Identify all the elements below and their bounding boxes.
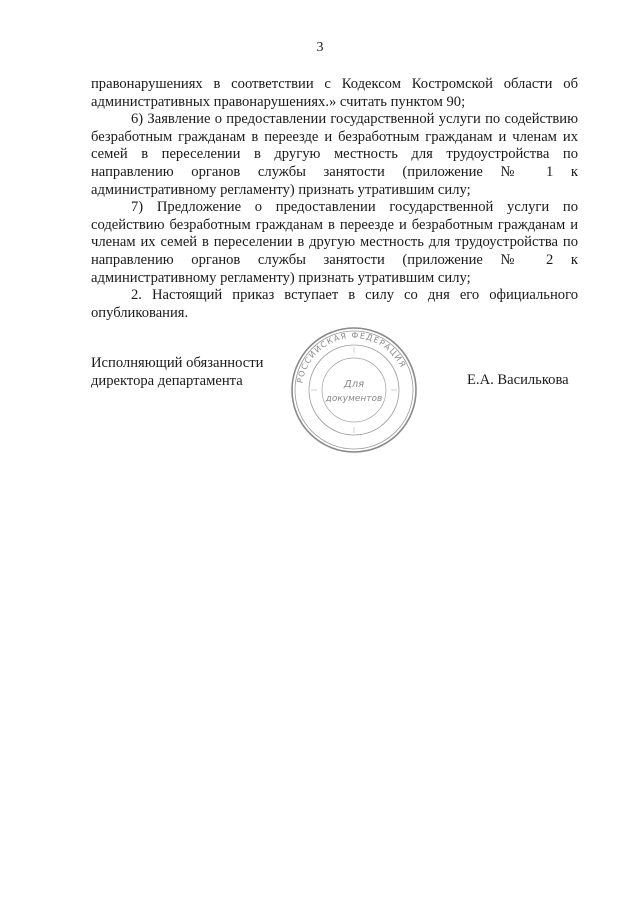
signatory-position-line1: Исполняющий обязанности xyxy=(91,355,264,371)
paragraph-effective-date: 2. Настоящий приказ вступает в силу со дня его официального опубликования. xyxy=(91,287,578,321)
seal-outer-text: РОССИЙСКАЯ ФЕДЕРАЦИЯ xyxy=(295,330,408,384)
svg-text:РОССИЙСКАЯ ФЕДЕРАЦИЯ xyxy=(295,331,407,384)
paragraph-item-6: 6) Заявление о предоставлении государственной услуги по содействию безработным гражданам в переезде и безработным гражданам и членам их семей в переселении в другую местность для трудоустройства по направлению органов службы занятости (приложение № 1 к административному регламенту) признать утратившим силу; xyxy=(91,111,578,198)
page-number: 3 xyxy=(316,40,324,55)
document-body xyxy=(91,76,578,322)
paragraph-item-7: 7) Предложение о предоставлении государственной услуги по содействию безработным гражданам в переезде и безработным гражданам и членам их семей в переселении в другую местность для трудоустройства по направлению органов службы занятости (приложение № 2 к административному регламенту) признать утратившим силу; xyxy=(91,199,578,286)
seal-graphic xyxy=(289,325,419,455)
signatory-position-line2: директора департамента xyxy=(91,373,243,389)
signatory-position xyxy=(91,354,263,390)
seal-center-line1: Для xyxy=(343,379,365,390)
official-seal-stamp xyxy=(289,325,419,455)
seal-center-line2: документов xyxy=(325,394,383,404)
signatory-name: Е.А. Василькова xyxy=(467,372,569,388)
paragraph-continuation: правонарушениях в соответствии с Кодексом Костромской области об административных правонарушениях.» считать пунктом 90; xyxy=(91,76,578,110)
